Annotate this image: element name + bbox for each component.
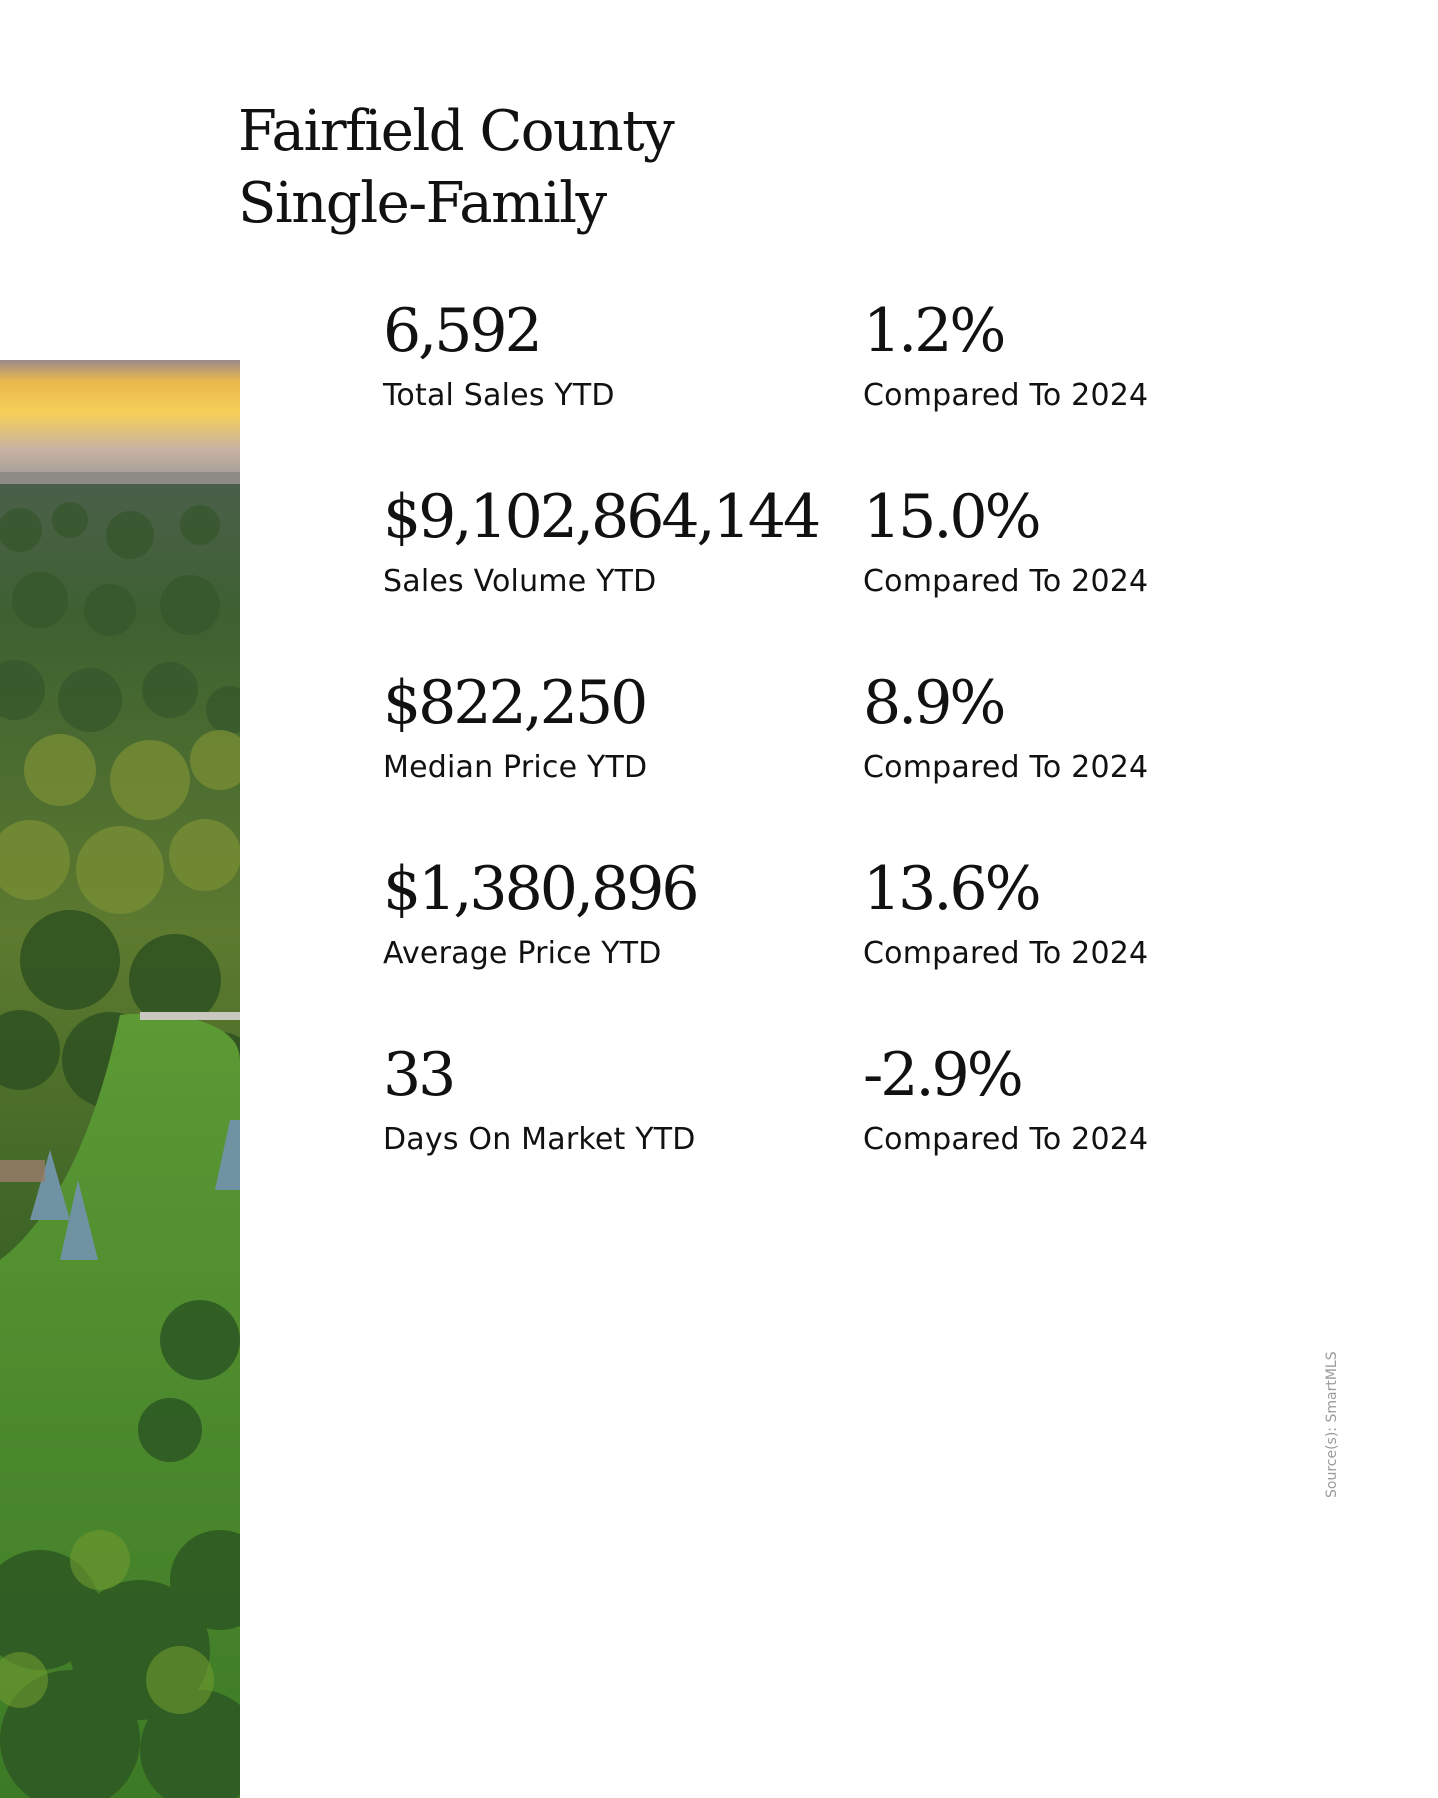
stat-sales-volume-change [863,478,1148,602]
stat-label: Days On Market YTD [383,1122,696,1157]
stat-value: 6,592 [383,296,540,366]
change-label: Compared To 2024 [863,936,1149,971]
stat-value: $1,380,896 [383,854,697,924]
source-text: Source(s): SmartMLS [1324,1351,1340,1498]
stat-value: $822,250 [383,668,646,738]
stat-label: Median Price YTD [383,750,648,785]
change-value: 8.9% [863,668,1004,738]
change-label: Compared To 2024 [863,564,1149,599]
title-line-2: Single-Family [238,171,606,236]
stat-days-on-market [383,1036,696,1160]
stat-sales-volume [383,478,818,602]
stat-median-price [383,664,647,788]
stat-label: Total Sales YTD [383,378,615,413]
stat-row-sales-volume [383,478,1243,664]
stat-average-price-change [863,850,1148,974]
change-value: -2.9% [863,1040,1021,1110]
change-value: 13.6% [863,854,1039,924]
stat-total-sales-change [863,292,1148,416]
change-value: 1.2% [863,296,1004,366]
stat-value: $9,102,864,144 [383,482,819,552]
aerial-landscape-photo [0,360,240,1798]
change-label: Compared To 2024 [863,1122,1149,1157]
stat-total-sales [383,292,615,416]
stat-label: Sales Volume YTD [383,564,657,599]
source-note [1322,1348,1342,1498]
stat-value: 33 [383,1040,454,1110]
change-value: 15.0% [863,482,1039,552]
change-label: Compared To 2024 [863,750,1149,785]
page-title [238,96,673,240]
stat-average-price [383,850,697,974]
title-line-1: Fairfield County [238,99,674,164]
stat-row-days-on-market [383,1036,1243,1222]
stat-median-price-change [863,664,1148,788]
stat-label: Average Price YTD [383,936,662,971]
stat-days-on-market-change [863,1036,1148,1160]
stat-row-median-price [383,664,1243,850]
stat-row-total-sales [383,292,1243,478]
change-label: Compared To 2024 [863,378,1149,413]
stat-row-average-price [383,850,1243,1036]
stats-grid [383,292,1243,1222]
